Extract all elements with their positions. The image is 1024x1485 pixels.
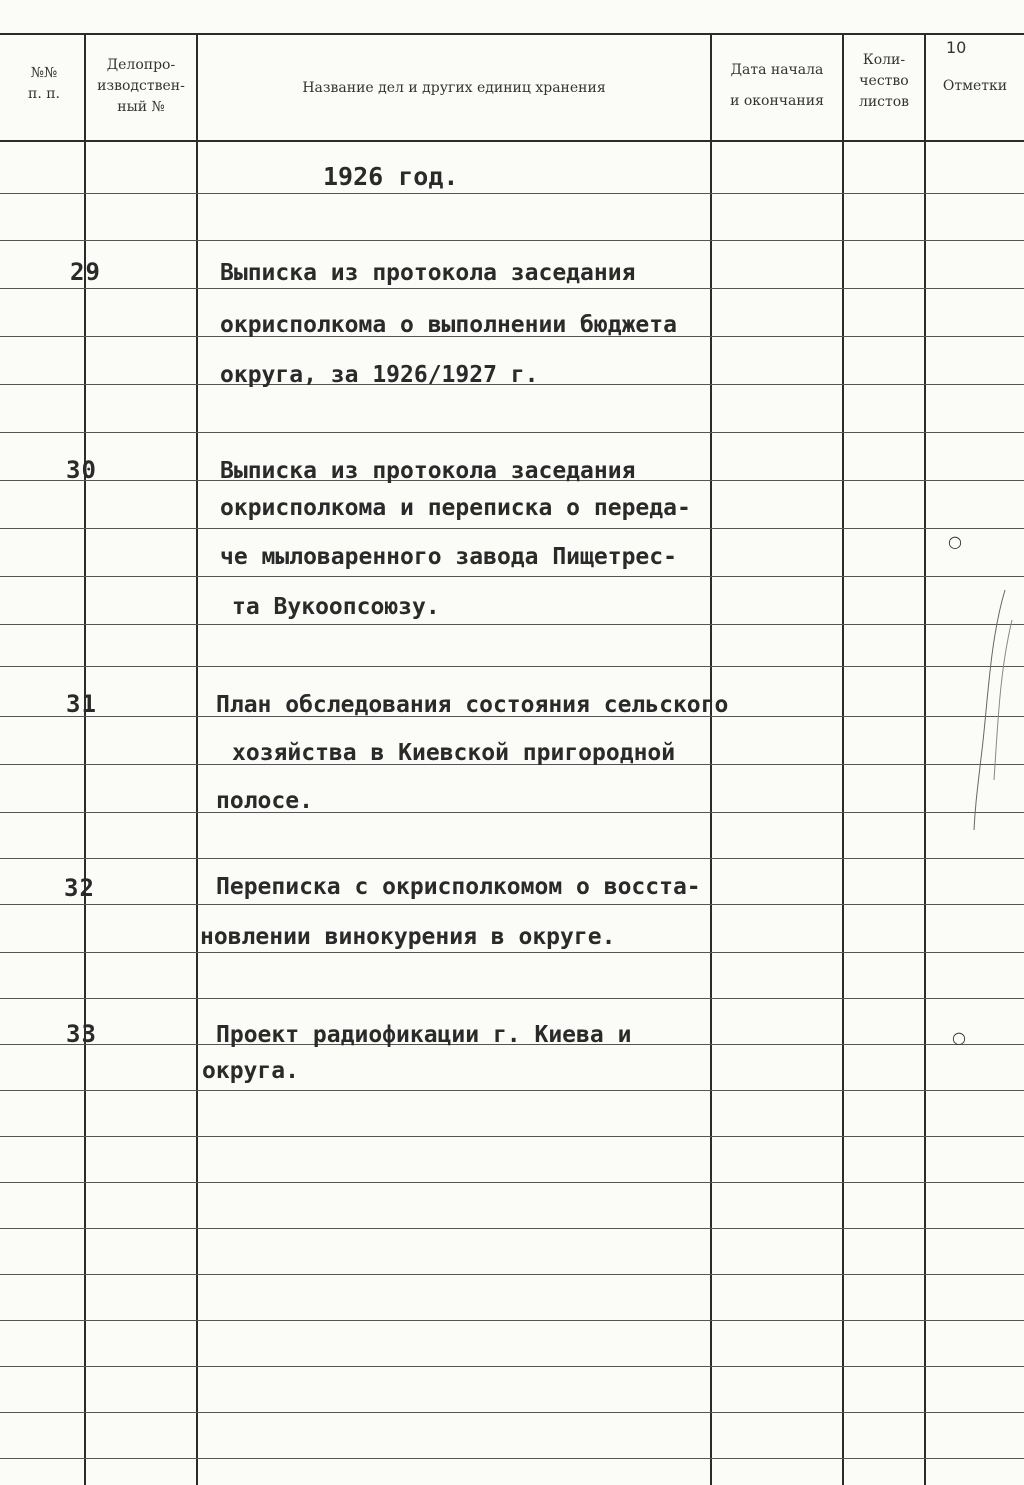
ruled-line bbox=[0, 1228, 1024, 1229]
ruled-line bbox=[0, 1136, 1024, 1137]
ruled-line bbox=[0, 1320, 1024, 1321]
entry-number: 32 bbox=[64, 874, 95, 902]
entry-line: че мыловаренного завода Пищетрес- bbox=[220, 544, 677, 570]
entry-line: та Вукоопсоюзу. bbox=[232, 594, 440, 620]
entry-line: Переписка с окрисполкомом о восста- bbox=[216, 874, 701, 900]
entry-line: окрисполкома и переписка о переда- bbox=[220, 495, 691, 521]
ruled-line bbox=[0, 998, 1024, 999]
col-divider-2 bbox=[196, 34, 198, 1485]
ruled-line bbox=[0, 240, 1024, 241]
entry-number: 30 bbox=[66, 456, 97, 484]
pencil-margin-stroke bbox=[960, 580, 1020, 840]
col-divider-5 bbox=[924, 34, 926, 1485]
ruled-line bbox=[0, 576, 1024, 577]
entry-line: окрисполкома о выполнении бюджета bbox=[220, 312, 677, 338]
ruled-line bbox=[0, 1182, 1024, 1183]
col-divider-3 bbox=[710, 34, 712, 1485]
ruled-line bbox=[0, 288, 1024, 289]
page-number: 10 bbox=[946, 38, 967, 57]
entry-line: округа. bbox=[202, 1058, 299, 1084]
ruled-line bbox=[0, 666, 1024, 667]
header-top-rule bbox=[0, 33, 1024, 35]
entry-line: План обследования состояния сельского bbox=[216, 692, 729, 718]
header-col-notes: Отметки bbox=[942, 78, 1008, 94]
entry-mark: ○ bbox=[948, 532, 962, 551]
entry-line: Выписка из протокола заседания bbox=[220, 458, 636, 484]
header-col-sheets: Коли- чество листов bbox=[858, 52, 910, 110]
ruled-line bbox=[0, 952, 1024, 953]
ruled-line bbox=[0, 1458, 1024, 1459]
ruled-line bbox=[0, 432, 1024, 433]
header-col-title: Название дел и других единиц хранения bbox=[302, 80, 606, 96]
entry-number: 29 bbox=[70, 258, 101, 286]
entry-mark: ○ bbox=[952, 1028, 966, 1047]
entry-line: новлении винокурения в округе. bbox=[200, 924, 616, 950]
ruled-line bbox=[0, 193, 1024, 194]
ruled-line bbox=[0, 858, 1024, 859]
ruled-line bbox=[0, 1090, 1024, 1091]
col-divider-4 bbox=[842, 34, 844, 1485]
ruled-line bbox=[0, 904, 1024, 905]
ruled-line bbox=[0, 528, 1024, 529]
header-col-office: Делопро- изводствен- ный № bbox=[97, 57, 185, 115]
entry-line: округа, за 1926/1927 г. bbox=[220, 362, 539, 388]
header-col-no: №№ п. п. bbox=[27, 65, 60, 102]
year-heading: 1926 год. bbox=[323, 162, 459, 191]
entry-line: полосе. bbox=[216, 788, 313, 814]
entry-line: Выписка из протокола заседания bbox=[220, 260, 636, 286]
entry-line: Проект радиофикации г. Киева и bbox=[216, 1022, 632, 1048]
entry-line: хозяйства в Киевской пригородной bbox=[232, 740, 676, 766]
col-divider-1 bbox=[84, 34, 86, 1485]
ruled-line bbox=[0, 812, 1024, 813]
ruled-line bbox=[0, 1366, 1024, 1367]
entry-number: 31 bbox=[66, 690, 97, 718]
ruled-line bbox=[0, 1274, 1024, 1275]
header-col-dates: Дата начала и окончания bbox=[730, 62, 824, 109]
ruled-line bbox=[0, 624, 1024, 625]
entry-number: 33 bbox=[66, 1020, 97, 1048]
header-bottom-rule bbox=[0, 140, 1024, 142]
ruled-line bbox=[0, 1412, 1024, 1413]
